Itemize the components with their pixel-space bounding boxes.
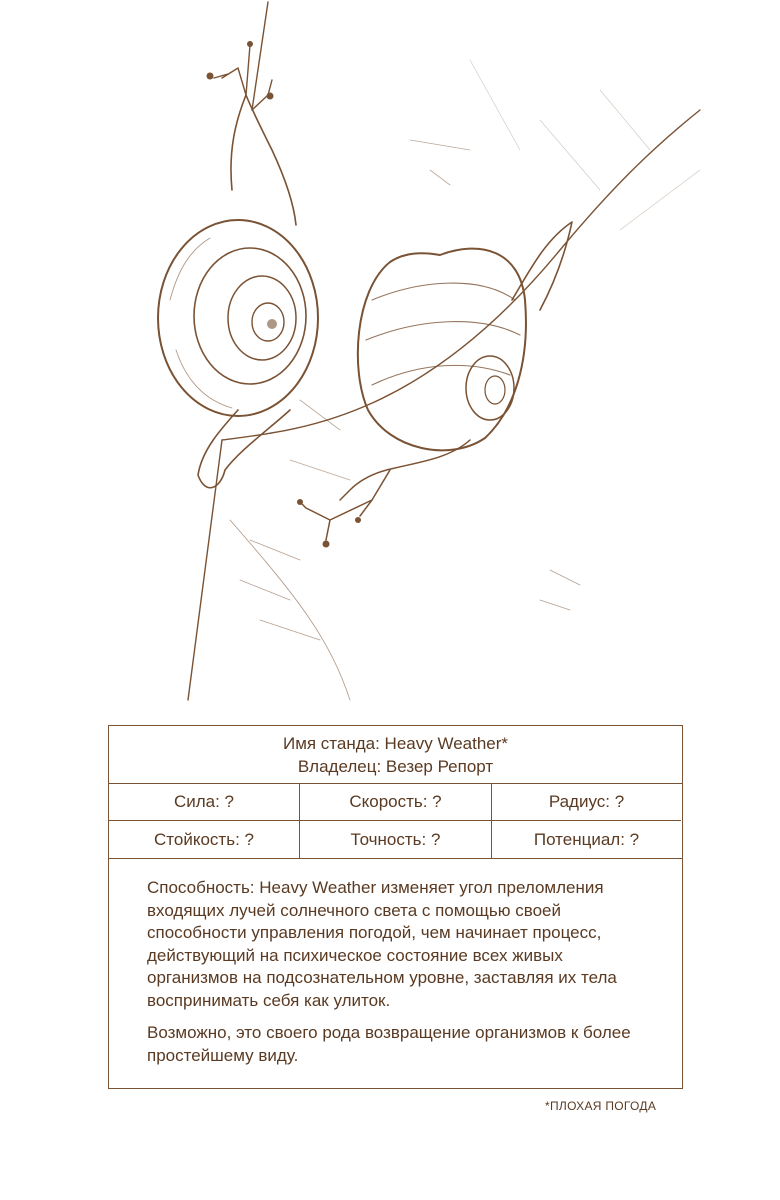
stand-name: Имя станда: Heavy Weather* (282, 734, 509, 753)
stat-potential: Потенциал: ? (533, 829, 640, 849)
ability-description (109, 859, 682, 1067)
stand-owner: Владелец: Везер Репорт (297, 757, 494, 776)
stats-grid (109, 784, 682, 859)
stand-card-header (109, 726, 682, 784)
right-snail (297, 222, 572, 548)
stem (188, 2, 700, 700)
stand-card (108, 725, 683, 1089)
left-snail (158, 41, 318, 488)
stat-durability: Стойкость: ? (109, 821, 300, 858)
footnote: *ПЛОХАЯ ПОГОДА (545, 1099, 657, 1113)
ability-paragraph-2: Возможно, это своего рода возвращение организмов к более простейшему виду. (147, 1023, 631, 1065)
stat-speed: Скорость: ? (300, 784, 492, 821)
stat-power: Сила: ? (109, 784, 300, 821)
stat-precision: Точность: ? (300, 821, 492, 858)
ability-paragraph-1: Способность: Heavy Weather изменяет угол преломления входящих лучей солнечного света с помощью своей способности управления погодой, чем начинает процесс, действующий на психическое состояние всех живых организмов на подсознательном уровне, заставляя их тела воспринимать себя как улиток. (147, 878, 617, 1010)
stat-range: Радиус: ? (492, 784, 681, 821)
